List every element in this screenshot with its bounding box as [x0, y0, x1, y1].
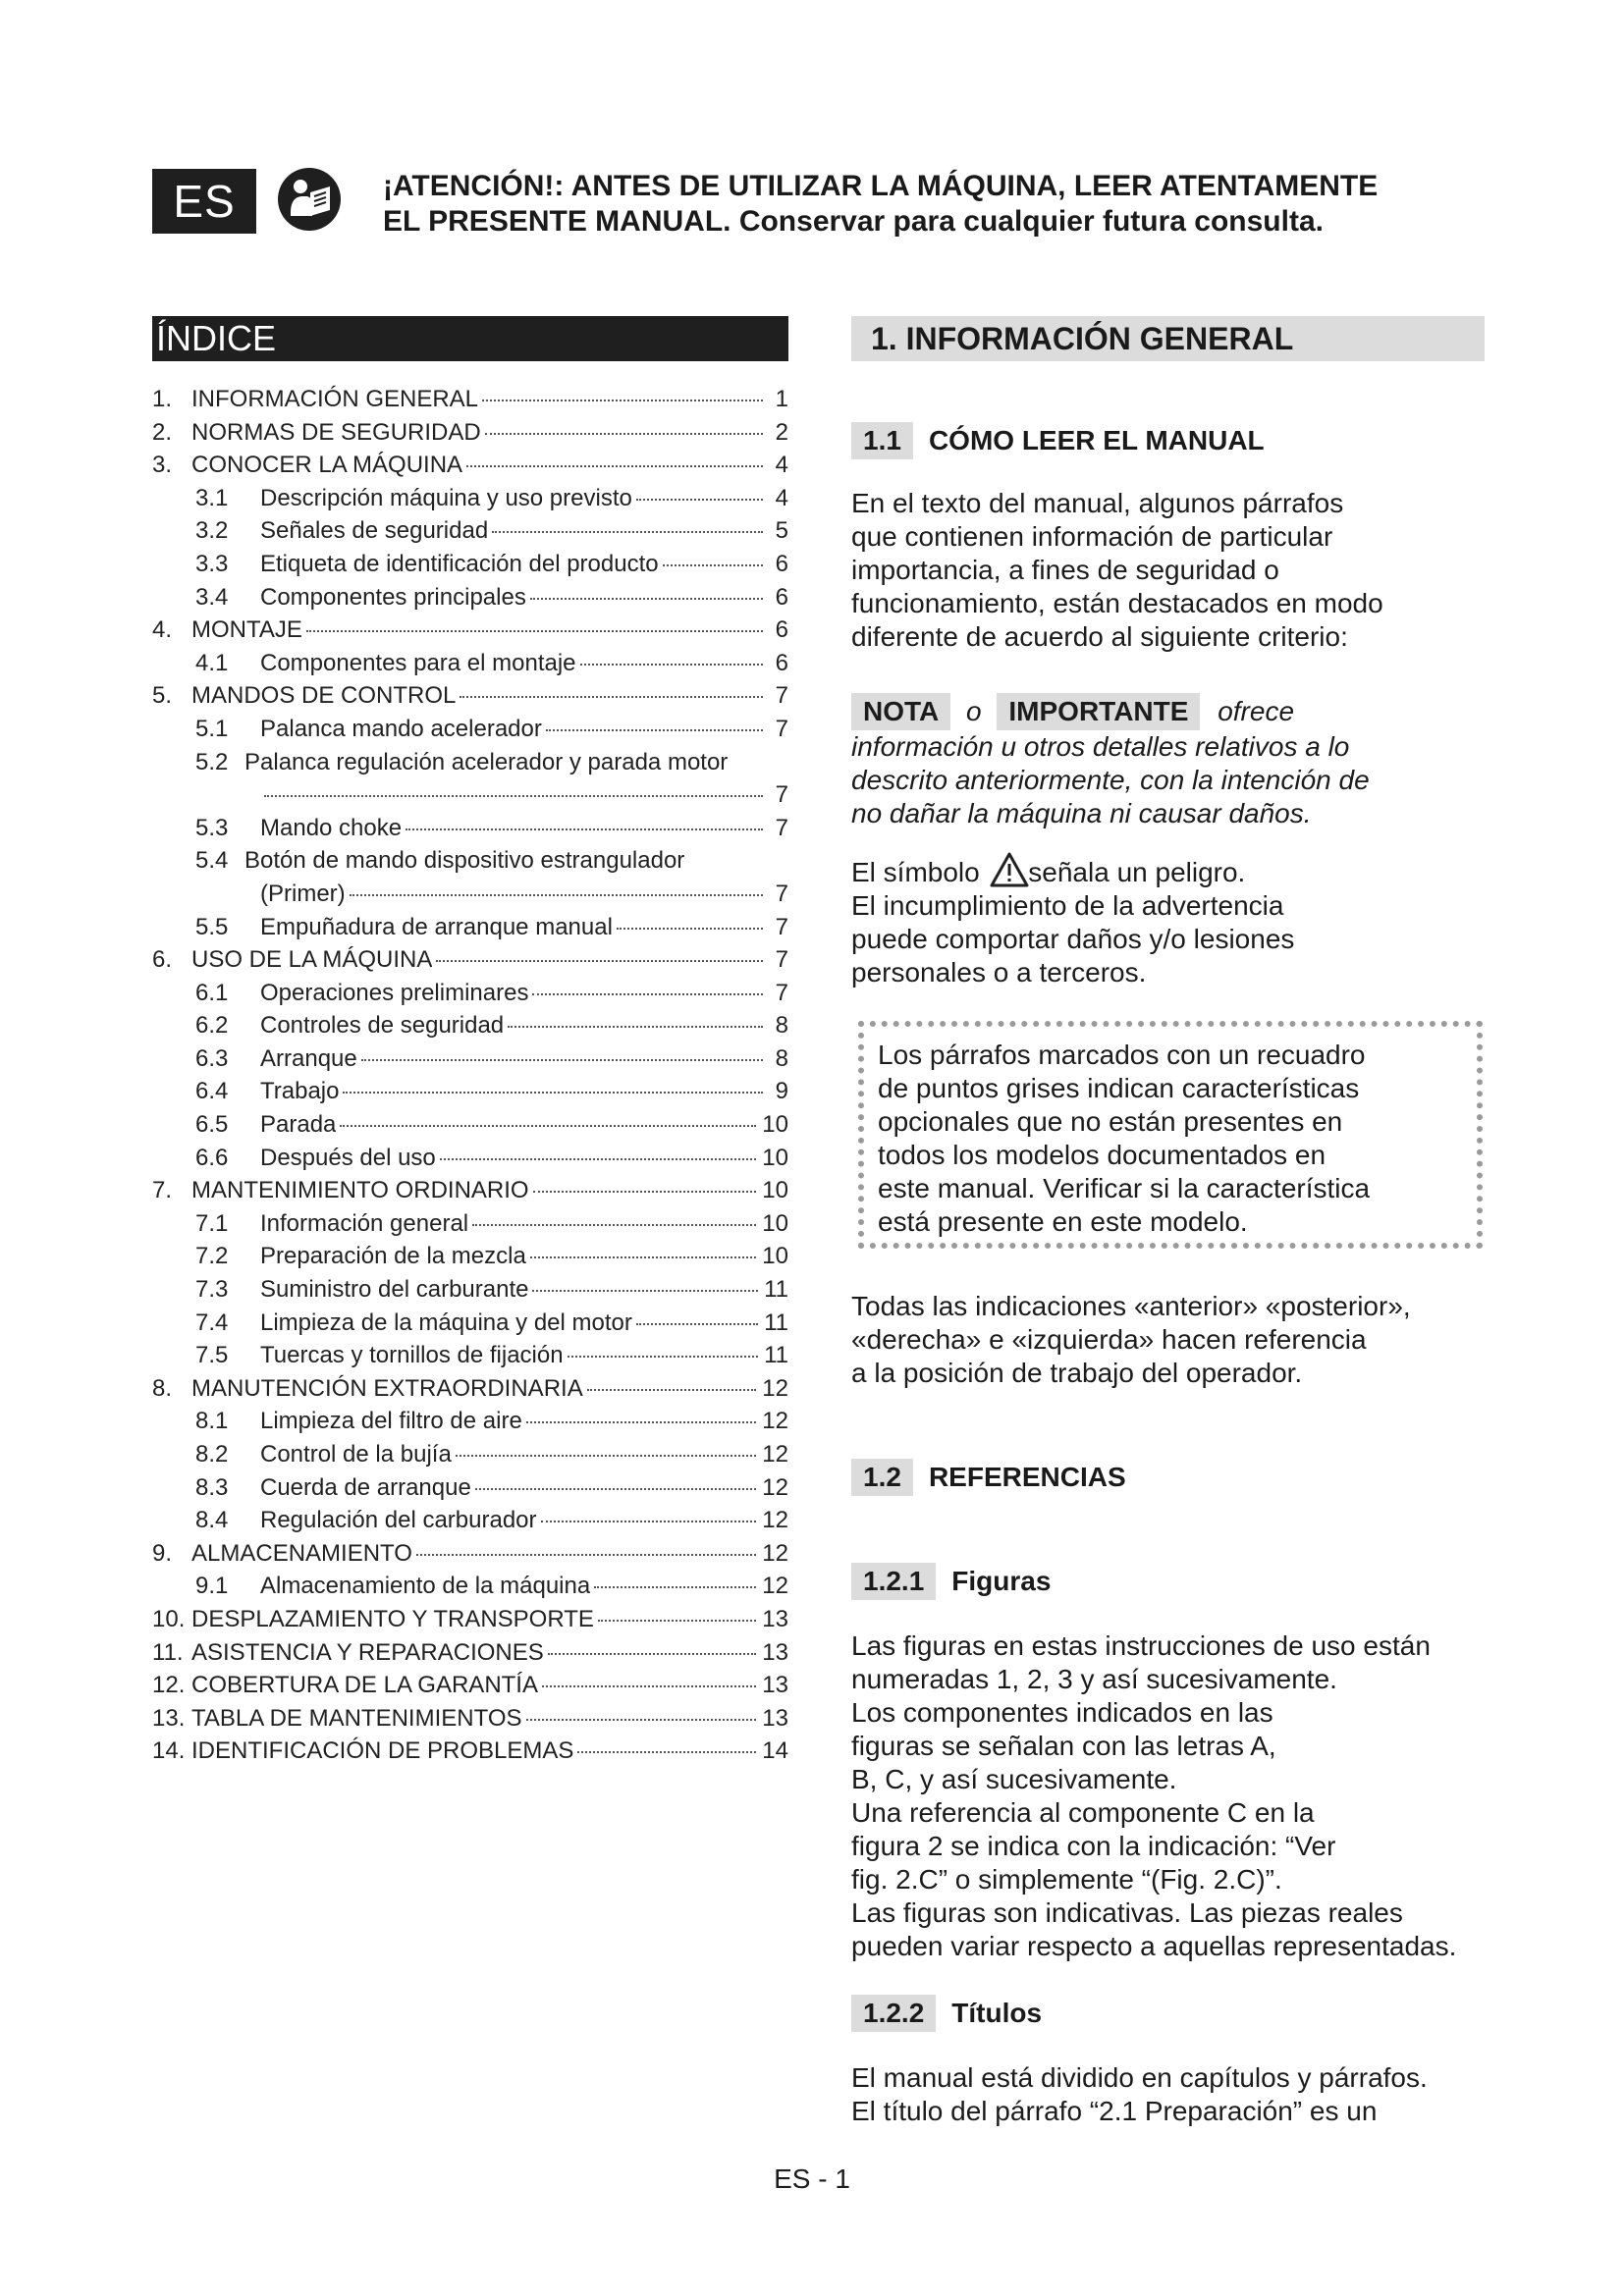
toc-entry-text: Arranque [260, 1044, 357, 1072]
toc-entry-number: 3.2 [195, 517, 229, 545]
toc-entry-text: USO DE LA MÁQUINA [191, 946, 433, 974]
language-badge: ES [152, 169, 256, 234]
toc-entry-text: Empuñadura de arranque manual [260, 913, 613, 940]
toc-entry [152, 647, 788, 680]
toc-leader-dots [343, 1092, 763, 1094]
optional-features-text [864, 1027, 1545, 1239]
text-line: información u otros detalles relativos a lo [851, 731, 1350, 762]
subsection-1-2-number: 1.2 [851, 1459, 913, 1496]
toc-entry-text: Cuerda de arranque [260, 1473, 471, 1501]
toc-entry-number: 9. [152, 1539, 173, 1567]
toc-entry [152, 812, 788, 845]
toc-leader-dots [460, 696, 763, 698]
text-line: Todas las indicaciones «anterior» «posterior», [851, 1291, 1411, 1321]
text-line: Una referencia al componente C en la [851, 1797, 1315, 1828]
toc-leader-dots [475, 1488, 756, 1490]
text-line: Los componentes indicados en las [851, 1697, 1273, 1728]
toc-entry-page: 1 [775, 386, 788, 412]
subsection-1-1-title: CÓMO LEER EL MANUAL [928, 425, 1265, 455]
toc-entry-number: 6.6 [195, 1144, 229, 1171]
toc-entry-page: 12 [762, 1539, 788, 1567]
toc-entry [152, 1142, 788, 1175]
toc-entry-page: 13 [762, 1672, 788, 1699]
toc-leader-dots [361, 1059, 763, 1061]
toc-leader-dots [541, 1521, 757, 1522]
toc-entry-text: Trabajo [260, 1078, 340, 1105]
toc-entry-number: 7.3 [195, 1276, 229, 1304]
toc-entry [152, 1108, 788, 1142]
toc-entry-number: 8.4 [195, 1507, 229, 1534]
toc-entry-text: Botón de mando dispositivo estrangulador [244, 847, 685, 875]
toc-leader-dots [548, 1653, 757, 1655]
toc-leader-dots [416, 1554, 756, 1556]
text-line: diferente de acuerdo al siguiente criterio: [851, 621, 1348, 652]
toc-entry-number: 5.1 [195, 715, 229, 742]
toc-entry-page: 6 [775, 583, 788, 611]
note-badge: NOTA [851, 693, 950, 730]
toc-leader-dots [350, 894, 763, 896]
toc-leader-dots [526, 1421, 756, 1423]
toc-entry [152, 482, 788, 515]
toc-leader-dots [508, 1026, 763, 1028]
important-badge: IMPORTANTE [997, 693, 1200, 730]
text-line: de puntos grises indican características [878, 1073, 1360, 1103]
toc-leader-dots [526, 1719, 757, 1721]
toc-entry-number: 14. [152, 1737, 186, 1765]
toc-entry-text: Etiqueta de identificación del producto [260, 550, 659, 577]
toc-leader-dots [598, 1620, 756, 1622]
toc-leader-dots [594, 1586, 756, 1588]
toc-entry [152, 844, 788, 878]
symbol-text-pre: El símbolo [851, 857, 980, 887]
toc-entry-number: 8.2 [195, 1441, 229, 1468]
toc-entry [152, 679, 788, 713]
toc-entry-page: 6 [775, 649, 788, 676]
toc-entry [152, 514, 788, 548]
toc-entry-text: Información general [260, 1209, 469, 1237]
toc-entry-page: 10 [762, 1111, 788, 1139]
toc-entry-page: 2 [775, 418, 788, 446]
toc-entry [152, 778, 788, 812]
toc-entry-page: 10 [762, 1177, 788, 1204]
toc-entry-number: 13. [152, 1704, 186, 1732]
toc-leader-dots [406, 828, 763, 830]
toc-entry-page: 6 [775, 616, 788, 644]
warning-line-2: EL PRESENTE MANUAL. Conservar para cualquier futura consulta. [383, 205, 1324, 238]
toc-entry-text: Suministro del carburante [260, 1276, 529, 1304]
toc-leader-dots [663, 564, 763, 566]
toc-entry-number: 7.1 [195, 1209, 229, 1237]
toc-entry-text: CONOCER LA MÁQUINA [191, 452, 463, 479]
toc-entry-number: 5.2 [195, 748, 229, 775]
toc-entry-number: 6.2 [195, 1012, 229, 1040]
toc-leader-dots [306, 630, 763, 632]
toc-entry [152, 1207, 788, 1241]
toc-entry-text: MONTAJE [191, 616, 302, 644]
toc-entry-number: 5.5 [195, 913, 229, 940]
toc-leader-dots [546, 729, 763, 731]
toc-entry-number: 4. [152, 616, 173, 644]
toc-entry [152, 1405, 788, 1438]
toc-entry-page: 12 [762, 1573, 788, 1600]
text-line: El manual está dividido en capítulos y párrafos. [851, 2062, 1428, 2093]
toc-entry-page: 12 [762, 1374, 788, 1402]
toc-leader-dots [636, 499, 763, 501]
toc-entry [152, 383, 788, 416]
toc-leader-dots [340, 1125, 756, 1127]
text-line: este manual. Verificar si la característica [878, 1173, 1371, 1203]
toc-entry-text: Parada [260, 1111, 337, 1139]
toc-entry-page: 7 [775, 946, 788, 974]
toc-entry [152, 416, 788, 450]
toc-entry-number: 5.3 [195, 814, 229, 841]
toc-leader-dots [530, 598, 763, 600]
toc-leader-dots [482, 400, 763, 401]
note-or-word: o [966, 696, 982, 726]
toc-entry-text: IDENTIFICACIÓN DE PROBLEMAS [191, 1737, 574, 1765]
toc-leader-dots [466, 465, 763, 467]
toc-entry-text: Preparación de la mezcla [260, 1243, 526, 1270]
text-line: funcionamiento, están destacados en modo [851, 588, 1383, 618]
toc-entry-text: Componentes principales [260, 583, 526, 611]
toc-entry-page: 7 [775, 781, 788, 809]
toc-entry-page: 11 [764, 1308, 788, 1336]
toc-entry [152, 1307, 788, 1340]
toc-leader-dots [532, 1290, 758, 1292]
toc-entry-number: 3.3 [195, 550, 229, 577]
toc-entry-page: 14 [762, 1737, 788, 1765]
toc-entry [152, 911, 788, 944]
toc-entry-text: Almacenamiento de la máquina [260, 1573, 591, 1600]
toc-entry-page: 8 [775, 1044, 788, 1072]
toc-entry-page: 8 [775, 1012, 788, 1040]
toc-entry-text-cont: (Primer) [260, 880, 346, 907]
toc-entry-page: 11 [764, 1276, 788, 1304]
subsection-1-2-heading [851, 1459, 1126, 1496]
toc-entry-page: 4 [775, 484, 788, 511]
toc-entry-page: 9 [775, 1078, 788, 1105]
paragraph-directions [851, 1290, 1519, 1390]
toc-entry-number: 6.4 [195, 1078, 229, 1105]
warning-triangle-icon [990, 852, 1029, 887]
toc-entry-text: Después del uso [260, 1144, 436, 1171]
toc-entry-text: Control de la bujía [260, 1441, 452, 1468]
toc-leader-dots [533, 1191, 757, 1193]
toc-entry-text: Mando choke [260, 814, 403, 841]
subsection-1-2-2-title: Títulos [951, 1998, 1043, 2028]
toc-entry [152, 977, 788, 1010]
subsection-1-2-title: REFERENCIAS [928, 1462, 1126, 1492]
toc-entry [152, 1174, 788, 1207]
toc-entry [152, 1273, 788, 1307]
text-line: personales o a terceros. [851, 957, 1147, 988]
toc-entry [152, 1075, 788, 1108]
toc-entry-number: 8.1 [195, 1408, 229, 1435]
toc-title: ÍNDICE [152, 316, 788, 361]
subsection-1-2-1-title: Figuras [951, 1566, 1052, 1596]
subsection-1-1-heading [851, 422, 1265, 459]
toc-entry-number: 4.1 [195, 649, 229, 676]
toc-entry [152, 1471, 788, 1505]
toc-leader-dots [636, 1323, 758, 1325]
toc-entry-page: 7 [775, 814, 788, 841]
toc-entry-number: 9.1 [195, 1573, 229, 1600]
toc-entry-page: 6 [775, 550, 788, 577]
toc-entry-text: MANDOS DE CONTROL [191, 682, 457, 710]
toc-entry-text: MANTENIMIENTO ORDINARIO [191, 1177, 529, 1204]
toc-leader-dots [485, 433, 763, 435]
toc-entry-text: Operaciones preliminares [260, 979, 529, 1006]
toc-entry [152, 943, 788, 977]
text-line: puede comportar daños y/o lesiones [851, 924, 1295, 954]
toc-leader-dots [532, 993, 763, 995]
toc-entry-number: 1. [152, 386, 173, 412]
toc-entry-page: 7 [775, 880, 788, 907]
text-line: Las figuras son indicativas. Las piezas reales [851, 1897, 1403, 1928]
subsection-1-2-2-number: 1.2.2 [851, 1995, 936, 2032]
toc-entry-text: Señales de seguridad [260, 517, 489, 545]
toc-entry [152, 1636, 788, 1670]
text-line: figura 2 se indica con la indicación: “Ver [851, 1831, 1336, 1861]
text-line: En el texto del manual, algunos párrafos [851, 488, 1344, 518]
toc-entry-number: 7.5 [195, 1342, 229, 1369]
text-line: Las figuras en estas instrucciones de uso están [851, 1630, 1431, 1661]
text-line: figuras se señalan con las letras A, [851, 1731, 1276, 1761]
toc-leader-dots [542, 1685, 756, 1687]
symbol-text-post: señala un peligro. [1028, 857, 1246, 887]
toc-entry [152, 1372, 788, 1406]
toc-entry-page: 13 [762, 1638, 788, 1666]
toc-entry-number: 5. [152, 682, 173, 710]
toc-leader-dots [577, 1751, 756, 1753]
toc-leader-dots [580, 664, 763, 666]
subsection-1-2-2-heading [851, 1995, 1042, 2032]
toc-entry-number: 6.5 [195, 1111, 229, 1139]
toc-entry [152, 1240, 788, 1273]
toc-entry-number: 2. [152, 418, 173, 446]
toc-entry-page: 5 [775, 517, 788, 545]
toc-entry-page: 10 [762, 1144, 788, 1171]
toc-entry-text: ALMACENAMIENTO [191, 1539, 412, 1567]
text-line: no dañar la máquina ni causar daños. [851, 798, 1312, 828]
toc-entry [152, 1669, 788, 1702]
toc-entry-text: TABLA DE MANTENIMIENTOS [191, 1704, 522, 1732]
toc-entry [152, 1042, 788, 1076]
toc-leader-dots [568, 1356, 759, 1358]
toc-entry-text: Descripción máquina y uso previsto [260, 484, 632, 511]
toc-entry-page: 12 [762, 1441, 788, 1468]
toc-entry-number: 10. [152, 1605, 186, 1632]
toc-entry-page: 10 [762, 1209, 788, 1237]
paragraph-how-to-read [851, 487, 1519, 654]
toc-entry [152, 548, 788, 581]
toc-entry-text: Regulación del carburador [260, 1507, 537, 1534]
toc-entry-number: 6. [152, 946, 173, 974]
text-line: «derecha» e «izquierda» hacen referencia [851, 1324, 1367, 1355]
toc-entry-page: 7 [775, 682, 788, 710]
toc-entry [152, 1735, 788, 1768]
toc-entry-text: COBERTURA DE LA GARANTÍA [191, 1672, 538, 1699]
toc-entry-number: 6.1 [195, 979, 229, 1006]
text-line: B, C, y así sucesivamente. [851, 1764, 1177, 1794]
toc-entry-page: 12 [762, 1473, 788, 1501]
toc-entry-text: Tuercas y tornillos de fijación [260, 1342, 564, 1369]
toc-entry [152, 1504, 788, 1537]
page-number: ES - 1 [774, 2163, 850, 2194]
warning-line-1: ¡ATENCIÓN!: ANTES DE UTILIZAR LA MÁQUINA, LEER ATENTAMENTE [383, 170, 1379, 202]
toc-entry-page: 10 [762, 1243, 788, 1270]
text-line: importancia, a fines de seguridad o [851, 555, 1279, 585]
toc-entry-page: 7 [775, 913, 788, 940]
toc-leader-dots [436, 960, 763, 962]
toc-entry-number: 7.2 [195, 1243, 229, 1270]
toc-entry-page: 7 [775, 979, 788, 1006]
toc-entry [152, 878, 788, 911]
toc-entry [152, 1570, 788, 1603]
toc-entry [152, 449, 788, 482]
safety-warning-heading [383, 169, 1414, 240]
subsection-1-2-1-heading [851, 1563, 1051, 1600]
toc-leader-dots [472, 1224, 756, 1226]
danger-symbol-paragraph [851, 852, 1519, 989]
toc-entry-number: 11. [152, 1638, 184, 1666]
text-line: fig. 2.C” o simplemente “(Fig. 2.C)”. [851, 1864, 1282, 1895]
toc-entry-text: Limpieza de la máquina y del motor [260, 1308, 632, 1336]
toc-entry-text: Componentes para el montaje [260, 649, 576, 676]
toc-leader-dots [492, 531, 763, 533]
toc-entry-text: Palanca mando acelerador [260, 715, 542, 742]
text-line: está presente en este modelo. [878, 1206, 1248, 1237]
toc-entry-text: Controles de seguridad [260, 1012, 505, 1040]
subsection-1-2-1-number: 1.2.1 [851, 1563, 936, 1600]
toc-leader-dots [440, 1158, 757, 1160]
toc-entry-number: 12. [152, 1672, 186, 1699]
toc-entry [152, 1702, 788, 1735]
toc-entry-number: 8. [152, 1374, 173, 1402]
toc-entry-page: 11 [764, 1342, 788, 1369]
text-line: pueden variar respecto a aquellas representadas. [851, 1931, 1457, 1961]
toc-entry-page: 7 [775, 715, 788, 742]
note-ofrece-word: ofrece [1218, 696, 1295, 726]
text-line: descrito anteriormente, con la intención de [851, 765, 1370, 795]
toc-entry [152, 713, 788, 746]
toc-entry-page: 13 [762, 1704, 788, 1732]
toc-entry-number: 7.4 [195, 1308, 229, 1336]
toc-leader-dots [587, 1389, 757, 1391]
text-line: que contienen información de particular [851, 521, 1333, 552]
toc-entry [152, 746, 788, 779]
text-line: El título del párrafo “2.1 Preparación” es un [851, 2096, 1378, 2126]
toc-entry [152, 614, 788, 647]
toc-entry-text: ASISTENCIA Y REPARACIONES [191, 1638, 544, 1666]
text-line: El incumplimiento de la advertencia [851, 890, 1284, 921]
toc-entry-text: Palanca regulación acelerador y parada motor [244, 748, 729, 775]
toc-entry [152, 1339, 788, 1372]
note-important-explanation [851, 693, 1519, 830]
toc-entry-number: 7. [152, 1177, 173, 1204]
toc-entry-number: 8.3 [195, 1473, 229, 1501]
toc-entry [152, 1603, 788, 1636]
toc-entry-page: 12 [762, 1507, 788, 1534]
text-line: a la posición de trabajo del operador. [851, 1358, 1303, 1388]
toc-entry-number: 5.4 [195, 847, 229, 875]
toc-entry-number: 3. [152, 452, 173, 479]
paragraph-figures [851, 1629, 1519, 1963]
toc-entry-text: DESPLAZAMIENTO Y TRANSPORTE [191, 1605, 594, 1632]
section-1-title: 1. INFORMACIÓN GENERAL [851, 316, 1485, 361]
toc-leader-dots [264, 795, 763, 797]
text-line: opcionales que no están presentes en [878, 1106, 1343, 1137]
paragraph-titles [851, 2061, 1519, 2128]
read-manual-icon [277, 167, 342, 232]
toc-entry [152, 581, 788, 614]
toc-leader-dots [617, 928, 763, 930]
optional-features-box [858, 1021, 1483, 1249]
toc-entry-page: 13 [762, 1605, 788, 1632]
toc-entry-text: MANUTENCIÓN EXTRAORDINARIA [191, 1374, 583, 1402]
toc-entry-number: 6.3 [195, 1044, 229, 1072]
toc-entry-page: 4 [775, 452, 788, 479]
toc-entry-page: 12 [762, 1408, 788, 1435]
toc-entry [152, 1009, 788, 1042]
toc-entry [152, 1438, 788, 1471]
text-line: numeradas 1, 2, 3 y así sucesivamente. [851, 1664, 1337, 1694]
toc-leader-dots [456, 1455, 757, 1457]
text-line: Los párrafos marcados con un recuadro [878, 1040, 1366, 1070]
toc-entry-text: NORMAS DE SEGURIDAD [191, 418, 481, 446]
text-line: todos los modelos documentados en [878, 1140, 1326, 1170]
toc-entry-number: 3.4 [195, 583, 229, 611]
toc-leader-dots [530, 1256, 756, 1258]
toc-entry-number: 3.1 [195, 484, 229, 511]
table-of-contents [152, 383, 788, 1768]
toc-entry-text: INFORMACIÓN GENERAL [191, 386, 479, 412]
toc-entry [152, 1537, 788, 1571]
toc-entry-text: Limpieza del filtro de aire [260, 1408, 522, 1435]
subsection-1-1-number: 1.1 [851, 422, 913, 459]
